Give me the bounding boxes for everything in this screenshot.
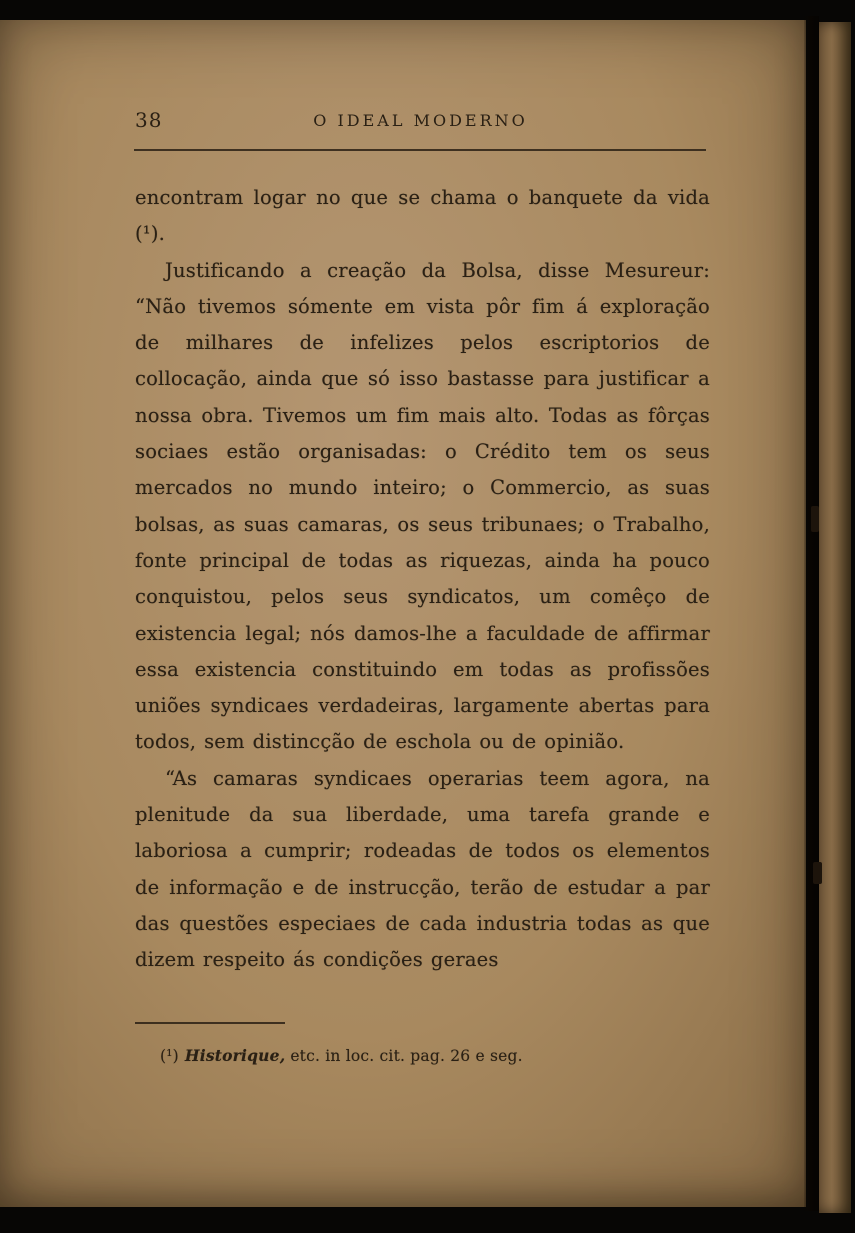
running-title: O IDEAL MODERNO — [313, 111, 528, 130]
scan-artifact-upper — [811, 506, 819, 532]
footnote-citation: etc. in loc. cit. pag. 26 e seg. — [290, 1047, 523, 1065]
header-rule — [134, 149, 706, 151]
footnote — [160, 1046, 710, 1065]
paragraph-quote-mesureur: Justificando a creação da Bolsa, disse Mesureur: “Não tivemos sómente em vista pôr fim á exploração de milhares de infelizes pelos escriptorios de collocação, ainda que só isso bastasse para justificar a nossa obra. Tivemos um fim mais alto. Todas as fôrças sociaes estão organisadas: o Crédito tem os seus mercados no mundo inteiro; o Commercio, as suas bolsas, as suas camaras, os seus tribunaes; o Trabalho, fonte principal de todas as riquezas, ainda ha pouco conquistou, pelos seus syndicatos, um comêço de existencia legal; nós damos-lhe a faculdade de affirmar essa existencia constituindo em todas as profissões uniões syndicaes verdadeiras, largamente abertas para todos, sem distincção de eschola ou de opinião. — [135, 258, 710, 754]
book-page — [0, 20, 806, 1207]
adjacent-page-edge — [819, 22, 851, 1213]
scan-artifact-lower — [813, 862, 822, 884]
footnote-work-title: Historique, — [184, 1046, 286, 1065]
paragraph-camaras-syndicaes: “As camaras syndicaes operarias teem agora, na plenitude da sua liberdade, uma tarefa grande e laboriosa a cumprir; rodeadas de todos os elementos de informação e de instrucção, terão de estudar a par das questões especiaes de cada industria todas as que dizem respeito ás condições geraes — [135, 766, 710, 972]
page-body — [135, 180, 710, 979]
page-number: 38 — [135, 108, 163, 132]
footnote-rule — [135, 1022, 285, 1024]
paragraph-continuation: encontram logar no que se chama o banquete da vida (¹). — [135, 186, 710, 246]
page-gutter-shadow — [804, 16, 819, 1211]
footnote-marker: (¹) — [160, 1047, 179, 1065]
page-header — [135, 106, 706, 136]
